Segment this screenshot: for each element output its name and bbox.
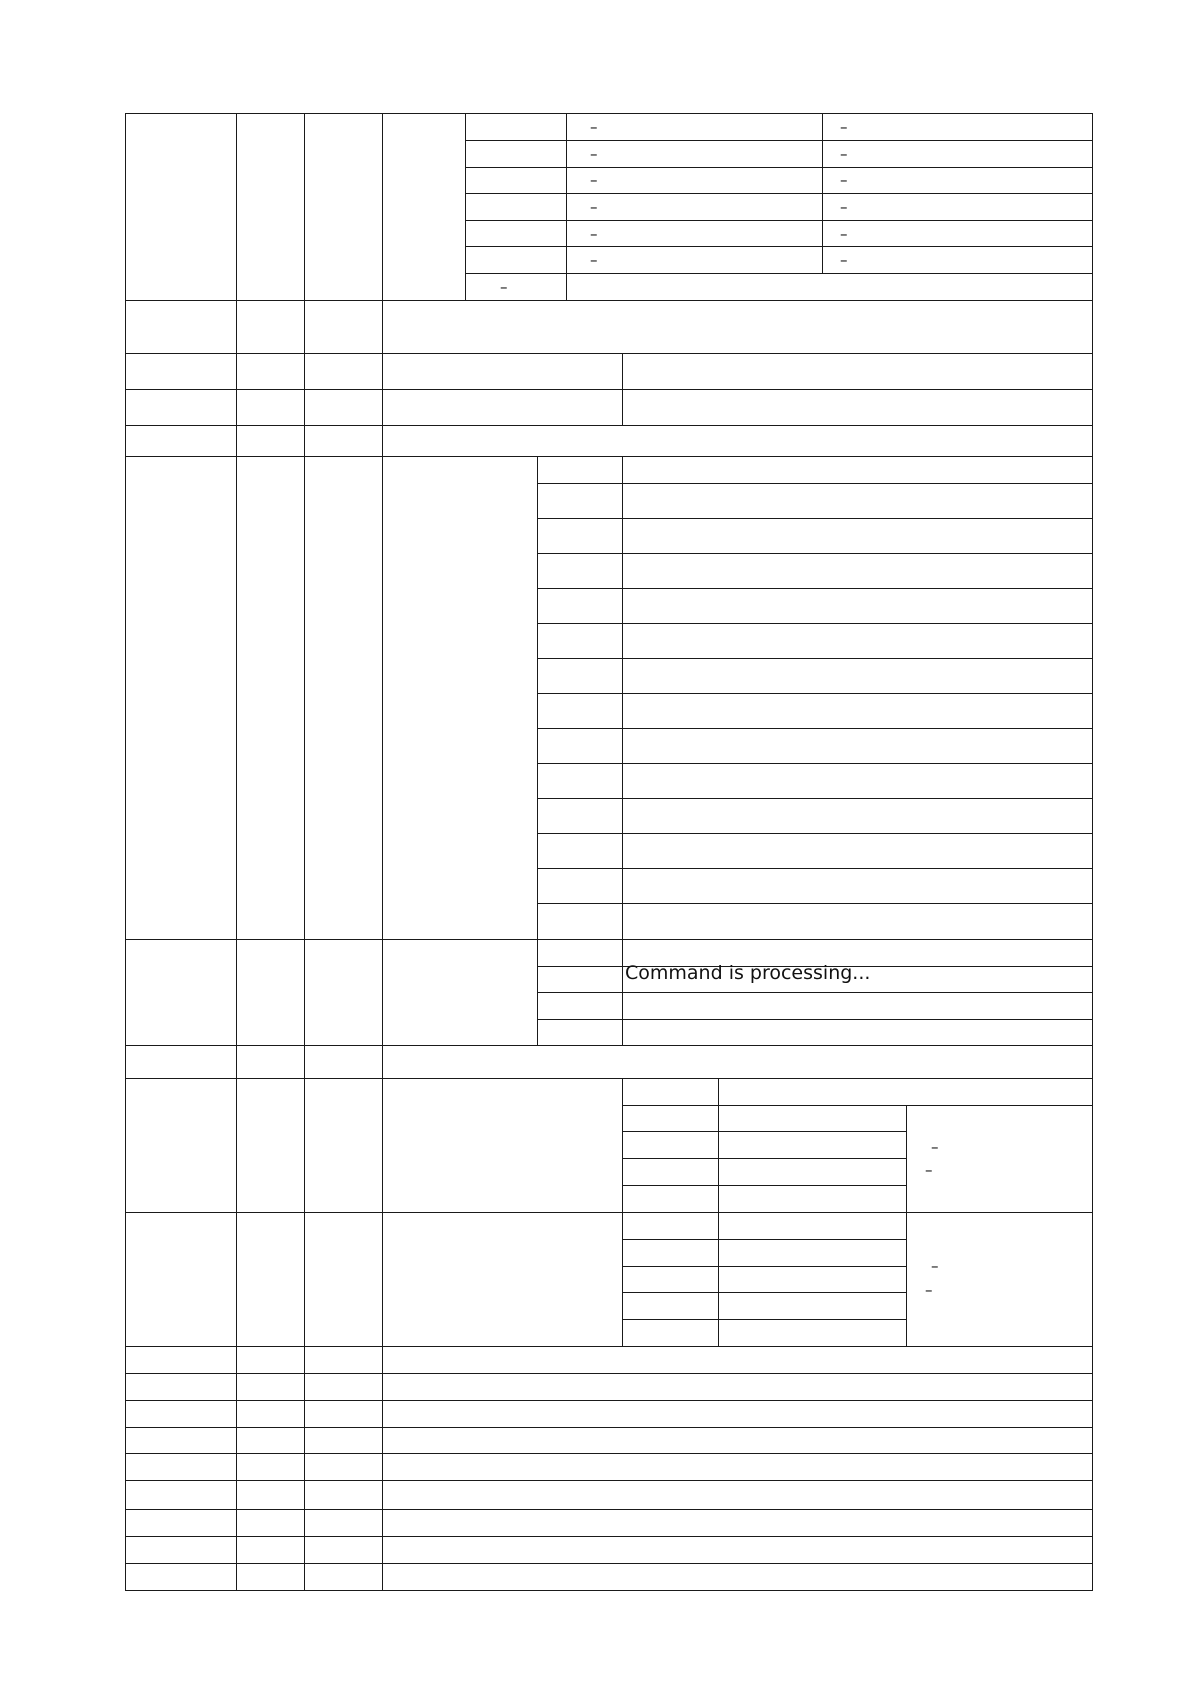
table-rule-horizontal [125, 300, 1093, 301]
table-rule-vertical [622, 353, 623, 426]
dash-mark: – [590, 118, 598, 136]
table-rule-horizontal [125, 1400, 1093, 1401]
table-rule-horizontal [125, 1536, 1093, 1537]
table-rule-horizontal [125, 113, 1093, 114]
table-rule-horizontal [125, 1563, 1093, 1564]
table-rule-horizontal [125, 1045, 1093, 1046]
table-rule-horizontal [537, 833, 1093, 834]
table-rule-horizontal [537, 763, 1093, 764]
table-rule-vertical [125, 113, 126, 1591]
table-rule-horizontal [125, 1373, 1093, 1374]
table-rule-horizontal [537, 483, 1093, 484]
table-rule-horizontal [125, 939, 1093, 940]
table-rule-horizontal [125, 456, 1093, 457]
table-rule-horizontal [622, 1266, 907, 1267]
table-rule-horizontal [125, 1346, 1093, 1347]
table-rule-horizontal [622, 1292, 907, 1293]
table-rule-horizontal [537, 992, 1093, 993]
table-rule-vertical [718, 1078, 719, 1347]
table-rule-horizontal [465, 193, 1093, 194]
table-rule-horizontal [125, 1078, 1093, 1079]
table-rule-horizontal [125, 353, 1093, 354]
table-rule-horizontal [622, 1131, 907, 1132]
table-rule-vertical [622, 456, 623, 1046]
table-rule-horizontal [537, 903, 1093, 904]
table-rule-horizontal [537, 868, 1093, 869]
table-rule-horizontal [537, 728, 1093, 729]
table-rule-horizontal [465, 140, 1093, 141]
table-rule-horizontal [125, 1453, 1093, 1454]
table-rule-horizontal [465, 220, 1093, 221]
status-text: Command is processing... [625, 962, 871, 984]
dash-mark: – [931, 1257, 939, 1275]
table-rule-horizontal [622, 1185, 907, 1186]
table-rule-horizontal [125, 1590, 1093, 1591]
table-rule-horizontal [125, 1480, 1093, 1481]
table-rule-horizontal [537, 518, 1093, 519]
table-rule-horizontal [622, 1158, 907, 1159]
dash-mark: – [840, 171, 848, 189]
table-rule-horizontal [125, 1427, 1093, 1428]
dash-mark: – [590, 145, 598, 163]
table-rule-vertical [622, 1078, 623, 1347]
table-rule-vertical [1092, 113, 1093, 1591]
dash-mark: – [590, 251, 598, 269]
table-rule-horizontal [622, 1319, 907, 1320]
table-rule-horizontal [537, 623, 1093, 624]
table-rule-vertical [304, 113, 305, 1591]
dash-mark: – [840, 145, 848, 163]
dash-mark: – [590, 198, 598, 216]
table-rule-horizontal [125, 389, 1093, 390]
table-rule-vertical [822, 113, 823, 274]
dash-mark: – [590, 225, 598, 243]
dash-mark: – [590, 171, 598, 189]
table-rule-horizontal [537, 798, 1093, 799]
dash-mark: – [840, 251, 848, 269]
dash-mark: – [500, 278, 508, 296]
table-rule-vertical [465, 113, 466, 301]
table-rule-horizontal [465, 167, 1093, 168]
table-rule-horizontal [465, 246, 1093, 247]
dash-mark: – [925, 1281, 933, 1299]
table-rule-horizontal [537, 693, 1093, 694]
table-rule-horizontal [537, 588, 1093, 589]
table-rule-horizontal [125, 425, 1093, 426]
table-rule-horizontal [537, 658, 1093, 659]
dash-mark: – [925, 1161, 933, 1179]
table-rule-vertical [537, 456, 538, 1046]
table-rule-horizontal [622, 1105, 1093, 1106]
table-rule-horizontal [537, 1019, 1093, 1020]
table-rule-horizontal [125, 1212, 1093, 1213]
table-rule-vertical [382, 113, 383, 1591]
table-rule-horizontal [465, 273, 1093, 274]
dash-mark: – [840, 225, 848, 243]
dash-mark: – [840, 198, 848, 216]
table-rule-vertical [236, 113, 237, 1591]
dash-mark: – [840, 118, 848, 136]
table-rule-horizontal [537, 553, 1093, 554]
table-rule-horizontal [622, 1239, 907, 1240]
dash-mark: – [931, 1138, 939, 1156]
table-rule-horizontal [125, 1509, 1093, 1510]
table-rule-vertical [906, 1105, 907, 1347]
table-rule-vertical [566, 113, 567, 301]
